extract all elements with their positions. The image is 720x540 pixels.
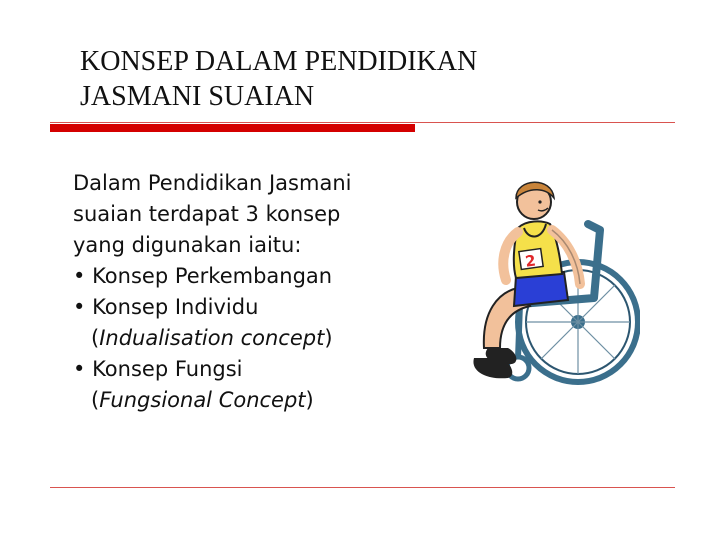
bib-number: 2 — [524, 251, 537, 271]
intro-line-2: suaian terdapat 3 konsep — [73, 202, 341, 226]
bullet-item-individu — [73, 292, 453, 323]
title-line-1: KONSEP DALAM PENDIDIKAN — [80, 46, 478, 77]
bullet-item-perkembangan — [73, 261, 453, 292]
note-text: Fungsional Concept — [99, 388, 306, 412]
intro-line-1: Dalam Pendidikan Jasmani — [73, 171, 352, 195]
bullet-label: Konsep Perkembangan — [92, 264, 333, 288]
note-text: Indualisation concept — [99, 326, 325, 350]
bullet-label: Konsep Individu — [92, 295, 259, 319]
bullet-glyph: • — [73, 264, 86, 288]
bullet-label: Konsep Fungsi — [92, 357, 243, 381]
title-underline-thin — [50, 122, 675, 123]
paren-close: ) — [324, 326, 333, 350]
slide-body-text — [73, 168, 453, 416]
footer-divider — [50, 487, 675, 488]
intro-line-3: yang digunakan iaitu: — [73, 233, 302, 257]
wheelchair-athlete-icon — [460, 172, 640, 400]
bullet-glyph: • — [73, 295, 86, 319]
bullet-glyph: • — [73, 357, 86, 381]
title-line-2: JASMANI SUAIAN — [80, 81, 315, 112]
bullet-note-fungsi — [73, 385, 453, 416]
paren-close: ) — [305, 388, 314, 412]
slide-title — [80, 44, 680, 114]
bullet-note-individu — [73, 323, 453, 354]
paren-open: ( — [91, 326, 100, 350]
paren-open: ( — [91, 388, 100, 412]
bullet-item-fungsi — [73, 354, 453, 385]
title-underline-accent — [50, 124, 415, 132]
